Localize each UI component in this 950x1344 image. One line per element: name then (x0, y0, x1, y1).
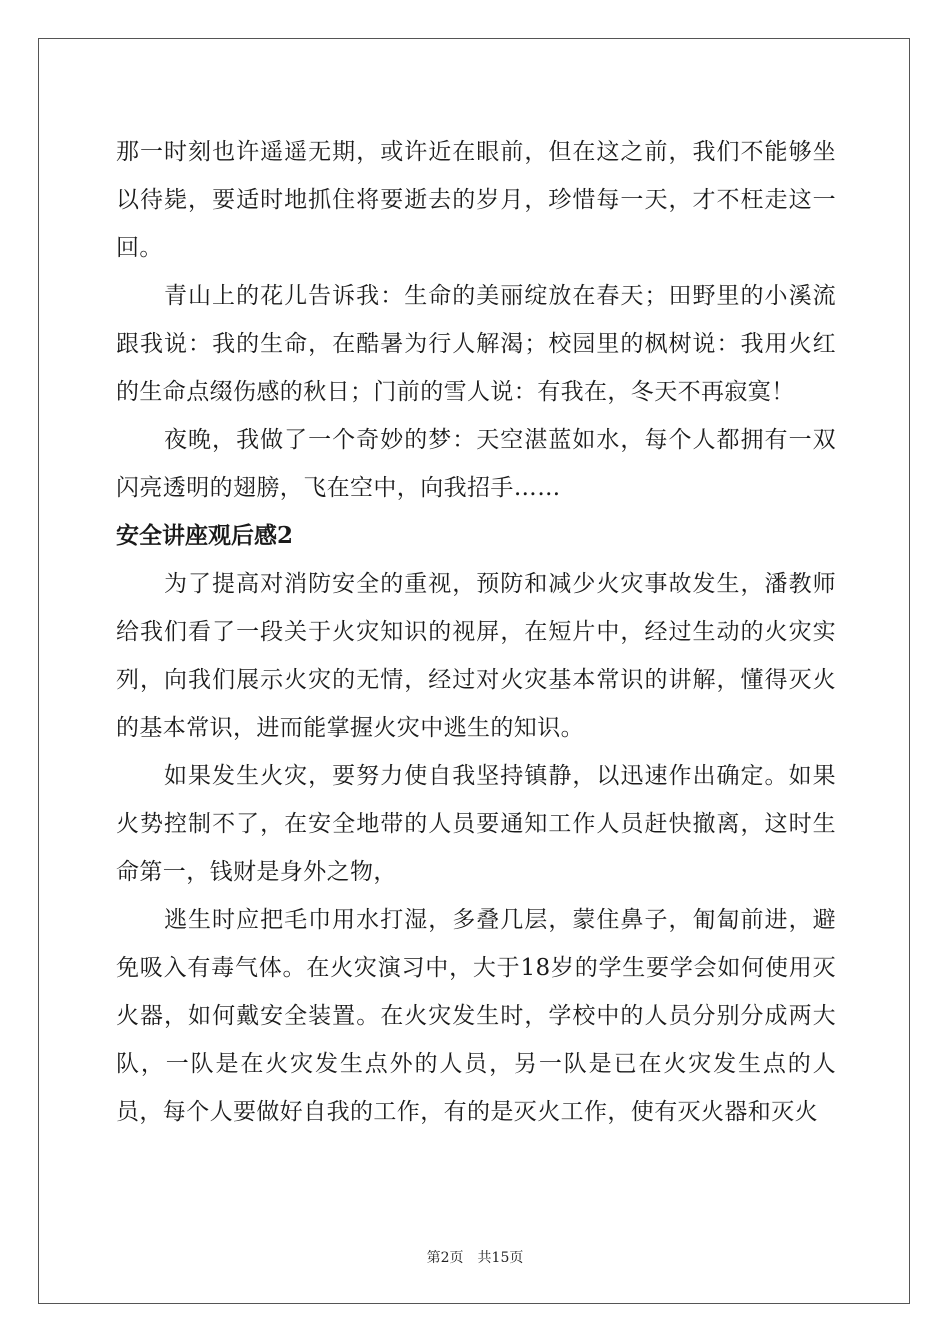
section-paragraph-2: 如果发生火灾，要努力使自我坚持镇静，以迅速作出确定。如果火势控制不了，在安全地带的人员要通知工作人员赶快撤离，这时生命第一，钱财是身外之物， (116, 763, 836, 885)
section-paragraph-3: 逃生时应把毛巾用水打湿，多叠几层，蒙住鼻子，匍匐前进，避免吸入有毒气体。在火灾演习中，大于18岁的学生要学会如何使用灭火器，如何戴安全装置。在火灾发生时，学校中的人员分别分成两大队，一队是在火灾发生点外的人员，另一队是已在火灾发生点的人员，每个人要做好自我的工作，有的是灭火工作，使有灭火器和灭火 (116, 907, 836, 1125)
section-paragraph-1: 为了提高对消防安全的重视，预防和减少火灾事故发生，潘教师给我们看了一段关于火灾知识的视屏，在短片中，经过生动的火灾实列，向我们展示火灾的无情，经过对火灾基本常识的讲解，懂得灭火的基本常识，进而能掌握火灾中逃生的知识。 (116, 571, 836, 741)
paragraph-1: 那一时刻也许遥遥无期，或许近在眼前，但在这之前，我们不能够坐以待毙，要适时地抓住将要逝去的岁月，珍惜每一天，才不枉走这一回。 (116, 139, 836, 261)
paragraph-2: 青山上的花儿告诉我：生命的美丽绽放在春天；田野里的小溪流跟我说：我的生命，在酷暑为行人解渴；校园里的枫树说：我用火红的生命点缀伤感的秋日；门前的雪人说：有我在，冬天不再寂寞！ (116, 283, 836, 405)
paragraph-3: 夜晚，我做了一个奇妙的梦：天空湛蓝如水，每个人都拥有一双闪亮透明的翅膀，飞在空中，向我招手…… (116, 427, 836, 501)
document-body (116, 128, 836, 1136)
section-title: 安全讲座观后感2 (116, 522, 294, 549)
page-number-footer: 第2页 共15页 (426, 1250, 524, 1266)
